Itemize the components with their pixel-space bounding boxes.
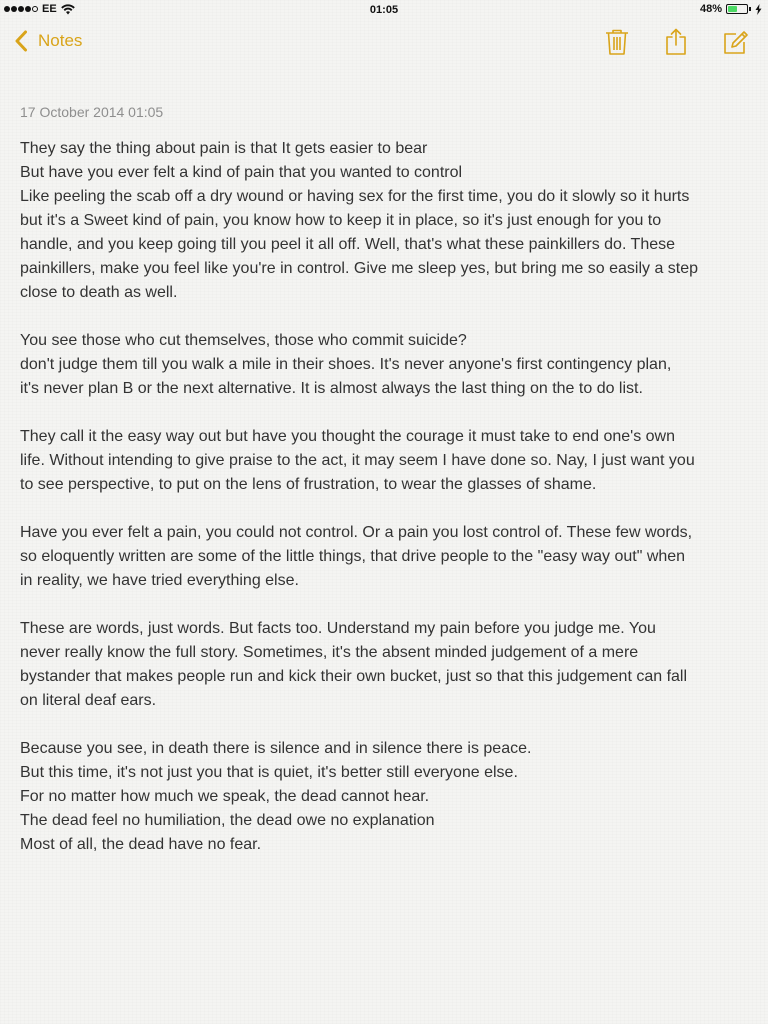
note-paragraph <box>20 137 752 305</box>
note-paragraph <box>20 617 752 713</box>
back-button-label: Notes <box>38 31 83 50</box>
note-paragraph <box>20 521 752 593</box>
note-line: on literal deaf ears. <box>20 692 157 709</box>
carrier-label: EE <box>42 3 57 15</box>
nav-bar <box>0 20 768 64</box>
note-line: so eloquently written are some of the little things, that drive people to the "easy way out" when <box>20 548 686 565</box>
note-line: They call it the easy way out but have you thought the courage it must take to end one's own <box>20 428 676 445</box>
note-line: but it's a Sweet kind of pain, you know how to keep it in place, so it's just enough for you to <box>20 212 662 229</box>
battery-icon <box>726 4 748 14</box>
battery-percent: 48% <box>699 3 722 15</box>
note-line: it's never plan B or the next alternative. It is almost always the last thing on the to do list. <box>20 380 643 397</box>
note-paragraph <box>20 737 752 857</box>
share-icon[interactable] <box>663 28 689 56</box>
note-line: Most of all, the dead have no fear. <box>20 836 262 853</box>
battery-fill <box>728 6 737 12</box>
back-button[interactable] <box>14 30 82 52</box>
trash-icon[interactable] <box>604 28 630 56</box>
compose-icon[interactable] <box>722 28 748 56</box>
note-line: Like peeling the scab off a dry wound or having sex for the first time, you do it slowly so it hurts <box>20 188 690 205</box>
note-line: For no matter how much we speak, the dead cannot hear. <box>20 788 430 805</box>
note-line: never really know the full story. Sometimes, it's the absent minded judgement of a mere <box>20 644 639 661</box>
note-date: 17 October 2014 01:05 <box>20 104 164 120</box>
note-line: You see those who cut themselves, those who commit suicide? <box>20 332 467 349</box>
note-line: These are words, just words. But facts too. Understand my pain before you judge me. You <box>20 620 656 637</box>
note-line: bystander that makes people run and kick their own bucket, just so that this judgement can fall <box>20 668 688 685</box>
status-bar <box>0 0 768 20</box>
note-line: The dead feel no humiliation, the dead owe no explanation <box>20 812 435 829</box>
note-line: to see perspective, to put on the lens of frustration, to wear the glasses of shame. <box>20 476 597 493</box>
note-line: But have you ever felt a kind of pain that you wanted to control <box>20 164 463 181</box>
note-line: But this time, it's not just you that is quiet, it's better still everyone else. <box>20 764 518 781</box>
note-line: They say the thing about pain is that It gets easier to bear <box>20 140 428 157</box>
chevron-left-icon <box>14 30 28 52</box>
note-line: close to death as well. <box>20 284 178 301</box>
battery-nub <box>749 7 751 11</box>
status-time: 01:05 <box>369 4 399 16</box>
charging-bolt-icon <box>755 4 762 15</box>
note-line: Because you see, in death there is silence and in silence there is peace. <box>20 740 532 757</box>
note-paragraph <box>20 425 752 497</box>
note-line: handle, and you keep going till you peel it all off. Well, that's what these painkillers do. These <box>20 236 676 253</box>
note-line: painkillers, make you feel like you're in control. Give me sleep yes, but bring me so easily a step <box>20 260 699 277</box>
note-body[interactable] <box>20 137 752 881</box>
note-line: life. Without intending to give praise to the act, it may seem I have done so. Nay, I just want you <box>20 452 695 469</box>
note-line: in reality, we have tried everything else. <box>20 572 299 589</box>
note-paragraph <box>20 329 752 401</box>
note-line: Have you ever felt a pain, you could not control. Or a pain you lost control of. These few words, <box>20 524 693 541</box>
status-right <box>700 3 762 15</box>
note-line: don't judge them till you walk a mile in their shoes. It's never anyone's first contingency plan, <box>20 356 672 373</box>
